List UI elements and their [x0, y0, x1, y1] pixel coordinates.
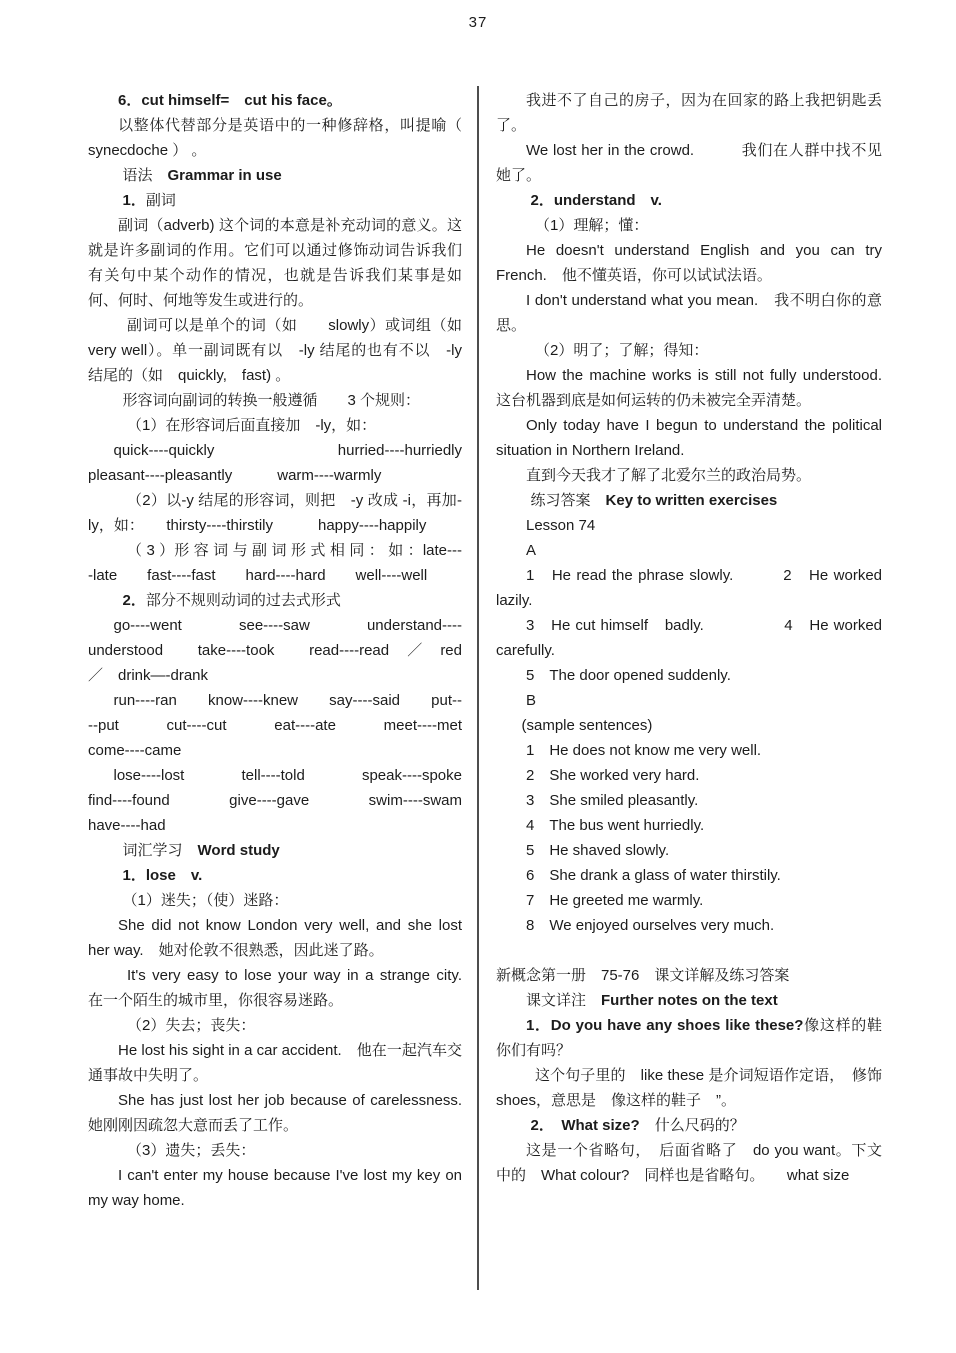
- text-run: He doesn't understand English and you can try French. 他不懂英语，你可以试试法语。: [496, 242, 882, 284]
- paragraph: [496, 338, 882, 363]
- text-run: A: [526, 542, 537, 559]
- paragraph: [496, 1138, 882, 1188]
- text-run: （2）以-y 结尾的形容词，则把 -y 改成 -i，再加-ly，如： thirsty----thirstily happy----happily: [88, 492, 462, 534]
- paragraph: [88, 188, 462, 213]
- bold-text-run: Key to written exercises: [605, 492, 778, 509]
- paragraph: [496, 138, 882, 188]
- text-run: run----ran know----knew say----said put----put cut----cut eat----ate meet----met come----came: [88, 692, 493, 759]
- paragraph: [496, 413, 882, 463]
- text-run: （ 3 ）形 容 词 与 副 词 形 式 相 同 ： 如 ：late----late fast----fast hard----hard well----well: [88, 542, 462, 584]
- text-run: 我进不了自己的房子，因为在回家的路上我把钥匙丢了。: [496, 92, 882, 134]
- text-run: 副词（adverb) 这个词的本意是补充动词的意义。这就是许多副词的作用。它们可以通过修饰动词告诉我们有关句中某个动作的情况，也就是告诉我们某事是如何、何时、何地等发生或进行的。: [88, 217, 462, 309]
- paragraph: [88, 413, 462, 438]
- text-run: （1）迷失；（使）迷路：: [122, 892, 289, 909]
- paragraph: [496, 713, 882, 738]
- paragraph: [496, 513, 882, 538]
- text-run: I can't enter my house because I've lost my key on my way home.: [88, 1167, 462, 1209]
- paragraph: [496, 188, 882, 213]
- paragraph: [88, 963, 478, 1013]
- paragraph: [496, 1063, 898, 1113]
- text-run: 部分不规则动词的过去式形式: [145, 592, 341, 609]
- text-run: It's very easy to lose your way in a strange city. 在一个陌生的城市里，你很容易迷路。: [88, 967, 478, 1009]
- text-run: go----went see----saw understand----understood take----took read----read ／ red ／ drink—-drank: [88, 617, 478, 684]
- paragraph: [88, 913, 462, 963]
- text-run: 5 The door opened suddenly.: [526, 667, 731, 684]
- text-run: 副词可以是单个的词（如 slowly）或词组（如 very well）。单一副词既有以 -ly 结尾的也有不以 -ly 结尾的（如 quickly, fast) 。: [88, 317, 462, 384]
- text-run: 1 He read the phrase slowly. 2 He worked lazily.: [496, 567, 882, 609]
- paragraph: [496, 213, 882, 238]
- text-run: 以整体代替部分是英语中的一种修辞格，叫提喻（ synecdoche ） 。: [88, 117, 462, 159]
- paragraph: [88, 1163, 462, 1213]
- text-run: 练习答案: [530, 492, 606, 509]
- paragraph: [496, 488, 882, 513]
- paragraph: [496, 613, 882, 663]
- text-run: 形容词向副词的转换一般遵循 3 个规则：: [122, 392, 421, 409]
- paragraph: [496, 688, 882, 713]
- paragraph: [88, 1038, 462, 1088]
- text-run: 这是一个省略句， 后面省略了 do you want。下文中的 What colour? 同样也是省略句。 what size: [496, 1142, 882, 1184]
- text-run: 4 The bus went hurriedly.: [526, 817, 705, 834]
- paragraph: [496, 963, 882, 988]
- bold-text-run: Further notes on the text: [601, 992, 778, 1009]
- paragraph: [88, 313, 462, 388]
- paragraph: [88, 688, 493, 763]
- text-run: We lost her in the crowd. 我们在人群中找不见她了。: [496, 142, 882, 184]
- text-run: lose----lost tell----told speak----spoke find----found give----gave swim----swam have----had: [88, 767, 493, 834]
- paragraph: [496, 288, 882, 338]
- paragraph: [88, 538, 462, 588]
- bold-text-run: Grammar in use: [167, 167, 282, 184]
- text-run: Only today have I begun to understand the political situation in Northern Ireland.: [496, 417, 882, 459]
- paragraph: [88, 1013, 462, 1038]
- text-run: She did not know London very well, and she lost her way. 她对伦敦不很熟悉，因此迷了路。: [88, 917, 462, 959]
- text-run: She has just lost her job because of carelessness. 她刚刚因疏忽大意而丢了工作。: [88, 1092, 462, 1134]
- paragraph: [88, 613, 478, 688]
- text-run: （1）理解；懂：: [535, 217, 649, 234]
- paragraph: [496, 1013, 882, 1063]
- text-run: 1 He does not know me very well.: [526, 742, 762, 759]
- text-run: I don't understand what you mean. 我不明白你的意思。: [496, 292, 882, 334]
- bold-text-run: 2． What size?: [530, 1117, 640, 1134]
- text-run: （3）遗失；丢失：: [127, 1142, 256, 1159]
- text-run: 像这样的鞋你们有吗？: [496, 1017, 882, 1059]
- text-run: 这个句子里的 like these 是介词短语作定语， 修饰 shoes，意思是 像这样的鞋子 ”。: [496, 1067, 898, 1109]
- paragraph: [88, 1138, 462, 1163]
- text-run: 什么尺码的？: [639, 1117, 745, 1134]
- text-run: B: [526, 692, 537, 709]
- paragraph: [496, 888, 882, 913]
- paragraph: [496, 363, 898, 413]
- paragraph: [496, 813, 882, 838]
- left-column: [88, 88, 508, 1213]
- bold-text-run: 6．cut himself= cut his face。: [118, 92, 342, 109]
- paragraph: [496, 1113, 882, 1138]
- bold-text-run: 1．Do you have any shoes like these?: [526, 1017, 804, 1034]
- text-run: 新概念第一册 75-76 课文详解及练习答案: [496, 967, 790, 984]
- paragraph: [88, 388, 462, 413]
- bold-text-run: Word study: [197, 842, 280, 859]
- text-run: 7 He greeted me warmly.: [526, 892, 704, 909]
- paragraph: [88, 438, 508, 488]
- text-run: How the machine works is still not fully understood. 这台机器到底是如何运转的仍未被完全弄清楚。: [496, 367, 898, 409]
- text-run: 课文详注: [526, 992, 602, 1009]
- paragraph: [88, 163, 462, 188]
- text-run: 词汇学习: [122, 842, 198, 859]
- paragraph: [88, 763, 493, 838]
- text-run: 语法: [122, 167, 168, 184]
- paragraph: [88, 1088, 462, 1138]
- text-run: Lesson 74: [526, 517, 596, 534]
- paragraph: [496, 238, 882, 288]
- paragraph: [88, 213, 462, 313]
- column-divider: [477, 86, 479, 1290]
- paragraph: [88, 888, 462, 913]
- bold-text-run: 1．lose v.: [122, 867, 203, 884]
- text-run: 副词: [145, 192, 176, 209]
- paragraph: [496, 863, 882, 888]
- paragraph: [496, 988, 882, 1013]
- text-run: 5 He shaved slowly.: [526, 842, 670, 859]
- text-run: 直到今天我才了解了北爱尔兰的政治局势。: [526, 467, 812, 484]
- bold-text-run: 2．: [122, 592, 146, 609]
- text-run: 3 He cut himself badly. 4 He worked carefully.: [496, 617, 882, 659]
- paragraph: [496, 788, 882, 813]
- text-run: quick----quickly hurried----hurriedly pleasant----pleasantly warm----warmly: [88, 442, 508, 484]
- paragraph: [496, 913, 882, 938]
- bold-text-run: 2．understand v.: [530, 192, 662, 209]
- paragraph: [496, 763, 882, 788]
- paragraph: [88, 588, 462, 613]
- paragraph: [88, 488, 462, 538]
- text-run: 6 She drank a glass of water thirstily.: [526, 867, 781, 884]
- paragraph: [88, 113, 462, 163]
- text-run: （2）失去；丧失：: [127, 1017, 256, 1034]
- text-run: （2）明了；了解；得知：: [535, 342, 709, 359]
- text-run: 3 She smiled pleasantly.: [526, 792, 699, 809]
- page-number: 37: [468, 14, 488, 31]
- text-run: (sample sentences): [521, 717, 653, 734]
- text-run: He lost his sight in a car accident. 他在一起汽车交通事故中失明了。: [88, 1042, 462, 1084]
- paragraph: [88, 88, 462, 113]
- text-run: （1）在形容词后面直接加 -ly，如：: [127, 417, 377, 434]
- paragraph: [496, 563, 882, 613]
- bold-text-run: 1．: [122, 192, 146, 209]
- text-run: 8 We enjoyed ourselves very much.: [526, 917, 775, 934]
- paragraph: [496, 738, 882, 763]
- paragraph: [496, 463, 882, 488]
- text-run: 2 She worked very hard.: [526, 767, 700, 784]
- paragraph: [496, 663, 882, 688]
- paragraph: [88, 863, 462, 888]
- paragraph: [88, 838, 462, 863]
- paragraph: [496, 838, 882, 863]
- paragraph: [496, 538, 882, 563]
- right-column: [496, 88, 898, 1188]
- paragraph: [496, 88, 882, 138]
